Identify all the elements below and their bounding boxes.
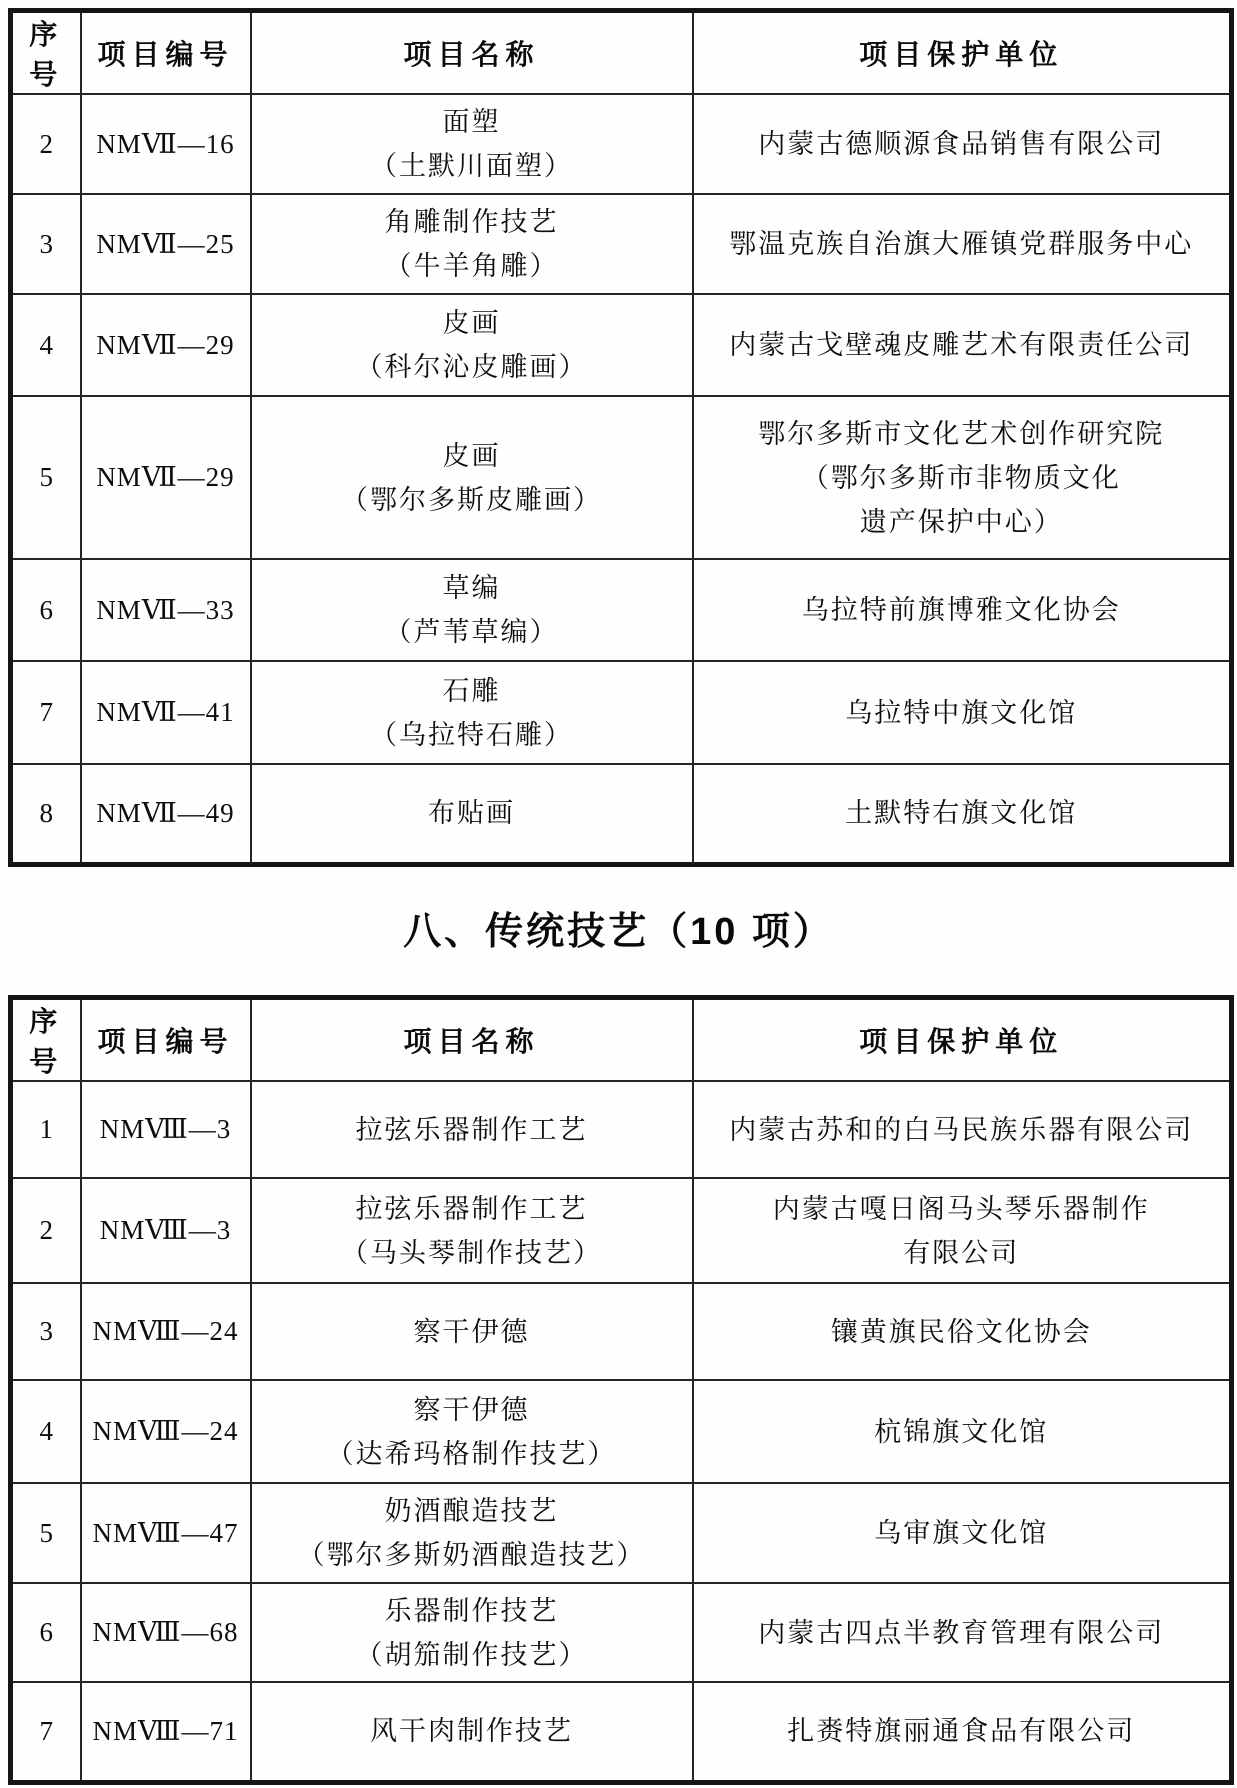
cell-unit [693, 94, 1232, 194]
table-row [11, 1483, 1232, 1583]
cell-serial: 3 [11, 1283, 81, 1380]
cell-serial: 7 [11, 661, 81, 764]
name-line: 面塑 [442, 107, 501, 137]
cell-name [251, 661, 693, 764]
column-header-serial: 序号 [11, 998, 81, 1082]
cell-code: NMⅧ—24 [81, 1380, 251, 1483]
table-row [11, 1583, 1232, 1682]
heritage-table-section7 [8, 8, 1234, 867]
name-line: （芦苇草编） [384, 617, 559, 647]
cell-unit [693, 1380, 1232, 1483]
unit-line: 鄂尔多斯市文化艺术创作研究院 [758, 418, 1165, 449]
cell-serial: 5 [11, 396, 81, 559]
table-row [11, 294, 1232, 396]
name-line: 草编 [442, 573, 501, 603]
cell-name [251, 1283, 693, 1380]
table-header-row [11, 11, 1232, 95]
cell-serial: 6 [11, 559, 81, 661]
cell-code: NMⅦ—41 [81, 661, 251, 764]
cell-name [251, 396, 693, 559]
name-line: （达希玛格制作技艺） [326, 1438, 617, 1469]
cell-serial: 4 [11, 294, 81, 396]
cell-serial: 4 [11, 1380, 81, 1483]
cell-code: NMⅦ—33 [81, 559, 251, 661]
column-header-serial: 序号 [11, 11, 81, 95]
table-row [11, 396, 1232, 559]
cell-serial: 3 [11, 194, 81, 294]
cell-code: NMⅦ—16 [81, 94, 251, 194]
cell-code: NMⅧ—3 [81, 1081, 251, 1178]
unit-line: 鄂温克族自治旗大雁镇党群服务中心 [729, 229, 1194, 259]
unit-line: （鄂尔多斯市非物质文化 [801, 462, 1121, 493]
column-header-unit: 项目保护单位 [693, 998, 1232, 1082]
unit-line: 镶黄旗民俗文化协会 [830, 1316, 1092, 1347]
cell-name [251, 1682, 693, 1782]
cell-code: NMⅧ—3 [81, 1178, 251, 1283]
cell-name [251, 559, 693, 661]
cell-serial: 7 [11, 1682, 81, 1782]
table-row [11, 94, 1232, 194]
cell-code: NMⅦ—29 [81, 294, 251, 396]
name-line: 奶酒酿造技艺 [384, 1496, 559, 1526]
name-line: （鄂尔多斯皮雕画） [341, 484, 602, 515]
cell-serial: 8 [11, 764, 81, 864]
cell-unit [693, 1483, 1232, 1583]
table-row [11, 1380, 1232, 1483]
cell-unit [693, 396, 1232, 559]
cell-code: NMⅧ—68 [81, 1583, 251, 1682]
name-line: 皮画 [442, 308, 501, 338]
cell-name [251, 1380, 693, 1483]
cell-name [251, 1483, 693, 1583]
cell-unit [693, 1081, 1232, 1178]
unit-line: 乌拉特中旗文化馆 [845, 697, 1078, 728]
cell-name [251, 194, 693, 294]
table-row [11, 1283, 1232, 1380]
unit-line: 内蒙古嘎日阁马头琴乐器制作 [772, 1193, 1150, 1224]
name-line: 乐器制作技艺 [384, 1595, 559, 1626]
cell-unit [693, 764, 1232, 864]
table-row [11, 764, 1232, 864]
cell-code: NMⅧ—24 [81, 1283, 251, 1380]
name-line: 皮画 [442, 440, 501, 471]
name-line: 角雕制作技艺 [384, 207, 559, 237]
unit-line: 土默特右旗文化馆 [845, 798, 1078, 829]
table-header-row [11, 998, 1232, 1082]
cell-unit [693, 559, 1232, 661]
name-line: 拉弦乐器制作工艺 [355, 1114, 588, 1145]
cell-code: NMⅧ—71 [81, 1682, 251, 1782]
cell-unit [693, 1283, 1232, 1380]
cell-unit [693, 294, 1232, 396]
heritage-table-section8 [8, 995, 1234, 1785]
name-line: （土默川面塑） [370, 151, 573, 181]
cell-serial: 2 [11, 1178, 81, 1283]
unit-line: 有限公司 [903, 1237, 1020, 1268]
table-row [11, 1682, 1232, 1782]
cell-serial: 1 [11, 1081, 81, 1178]
cell-unit [693, 661, 1232, 764]
name-line: （乌拉特石雕） [370, 719, 573, 750]
cell-unit [693, 1178, 1232, 1283]
name-line: （鄂尔多斯奶酒酿造技艺） [297, 1540, 646, 1570]
name-line: 拉弦乐器制作工艺 [355, 1193, 588, 1224]
table-row [11, 1178, 1232, 1283]
section-heading: 八、传统技艺（10 项） [403, 911, 834, 953]
cell-unit [693, 1682, 1232, 1782]
unit-line: 内蒙古苏和的白马民族乐器有限公司 [729, 1114, 1194, 1145]
cell-serial: 5 [11, 1483, 81, 1583]
unit-line: 遗产保护中心） [859, 506, 1063, 537]
unit-line: 杭锦旗文化馆 [874, 1416, 1049, 1447]
name-line: 石雕 [442, 675, 501, 706]
cell-name [251, 1178, 693, 1283]
cell-code: NMⅦ—25 [81, 194, 251, 294]
unit-line: 内蒙古德顺源食品销售有限公司 [758, 129, 1165, 159]
cell-unit [693, 1583, 1232, 1682]
cell-code: NMⅦ—49 [81, 764, 251, 864]
cell-unit [693, 194, 1232, 294]
column-header-unit: 项目保护单位 [693, 11, 1232, 95]
cell-name [251, 294, 693, 396]
cell-name [251, 94, 693, 194]
unit-line: 扎赉特旗丽通食品有限公司 [787, 1716, 1136, 1747]
cell-name [251, 764, 693, 864]
cell-serial: 6 [11, 1583, 81, 1682]
cell-name [251, 1583, 693, 1682]
table-row [11, 1081, 1232, 1178]
unit-line: 内蒙古戈壁魂皮雕艺术有限责任公司 [729, 330, 1194, 360]
table-row [11, 661, 1232, 764]
unit-line: 乌审旗文化馆 [874, 1518, 1049, 1548]
cell-serial: 2 [11, 94, 81, 194]
name-line: （马头琴制作技艺） [341, 1237, 602, 1268]
name-line: 风干肉制作技艺 [370, 1716, 573, 1747]
name-line: （科尔沁皮雕画） [355, 352, 588, 382]
cell-code: NMⅧ—47 [81, 1483, 251, 1583]
column-header-code: 项目编号 [81, 11, 251, 95]
cell-name [251, 1081, 693, 1178]
name-line: 察干伊德 [413, 1316, 530, 1347]
column-header-name: 项目名称 [251, 998, 693, 1082]
name-line: （牛羊角雕） [384, 251, 559, 281]
unit-line: 乌拉特前旗博雅文化协会 [801, 595, 1121, 625]
table-row [11, 194, 1232, 294]
column-header-code: 项目编号 [81, 998, 251, 1082]
name-line: 布贴画 [428, 798, 515, 829]
name-line: （胡笳制作技艺） [355, 1639, 588, 1670]
name-line: 察干伊德 [413, 1394, 530, 1425]
column-header-name: 项目名称 [251, 11, 693, 95]
cell-code: NMⅦ—29 [81, 396, 251, 559]
table-row [11, 559, 1232, 661]
unit-line: 内蒙古四点半教育管理有限公司 [758, 1617, 1165, 1648]
